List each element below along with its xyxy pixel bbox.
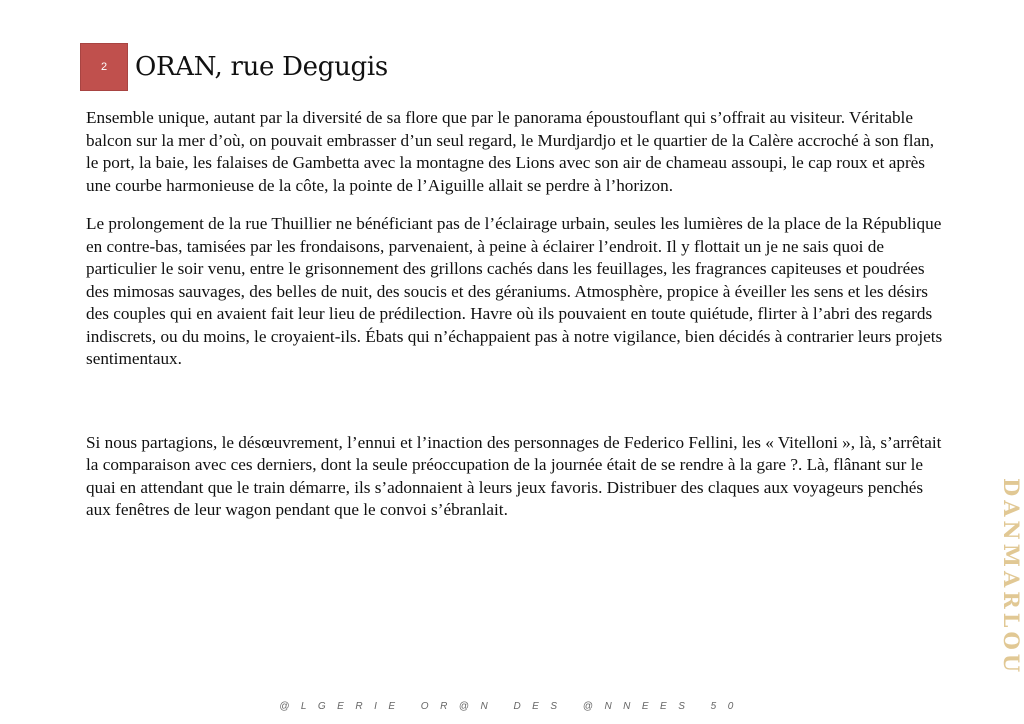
paragraph-3: Si nous partagions, le désœuvrement, l’ennui et l’inaction des personnages de Federico Fellini, les « Vitelloni », là, s’arrêtait la comparaison avec ces derniers, dont la seule préoccupation de la journée était de se rendre à la gare ?. Là, flânant sur le quai en attendant que le train démarre, ils s’adonnaient à leurs jeux favoris. Distribuer des claques aux voyageurs penchés aux fenêtres de leur wagon pendant que le convoi s’ébranlait. [86,432,942,519]
paragraph-2: Le prolongement de la rue Thuillier ne bénéficiant pas de l’éclairage urbain, seules les lumières de la place de la République en contre-bas, tamisées par les frondaisons, parvenaient, à peine à éclairer l’endroit. Il y flottait un je ne sais quoi de particulier le soir venu, entre le grisonnement des grillons cachés dans les feuillages, les fragrances capiteuses et poudrées des mimosas sauvages, des belles de nuit, des soucis et des géraniums. Atmosphère, propice à éveiller les sens et les désirs des couples qui en avaient fait leur lieu de prédilection. Havre où ils pouvaient en toute quiétude, flirter à l’abri des regards indiscrets, ou du moins, le croyaient-ils. Ébats qui n’échappaient pas à notre vigilance, bien décidés à contrarier leurs projets sentimentaux. [86,214,943,368]
paragraph-1: Ensemble unique, autant par la diversité de sa flore que par le panorama époustouflant qui s’offrait au visiteur. Véritable balcon sur la mer d’où, on pouvait embrasser d’un seul regard, le Murdjardjo et le quartier de la Calère accroché à son flan, le port, la baie, les falaises de Gambetta avec la montagne des Lions avec son air de chameau assoupi, le cap roux et après une courbe harmonieuse de la côte, la pointe de l’Aiguille allait se perdre à l’horizon. [86,108,935,195]
page-footer: @LGERIE OR@N DES @NNEES 50 [279,701,745,712]
body-text [86,107,946,522]
watermark-logo: DANMARLOU [999,478,1024,677]
page-number: 2 [100,61,108,73]
page-title: ORAN, rue Degugis [135,52,388,82]
page-number-badge [80,43,128,91]
